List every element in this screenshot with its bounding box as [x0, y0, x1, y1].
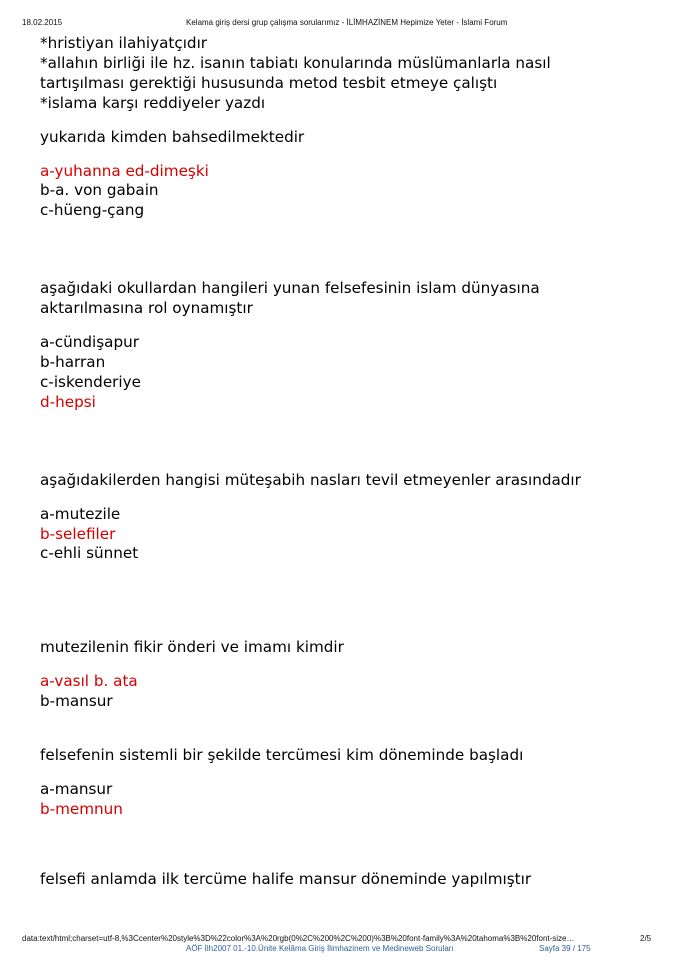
- q3-option-b-correct: b-selefiler: [40, 524, 116, 543]
- q2-option-a: a-cündişapur: [40, 333, 139, 352]
- footer-document-title: AÖF İlh2007 01.-10.Ünite Kelâma Giriş İlimhazinem ve Medineweb Soruları: [186, 944, 454, 953]
- q2-option-d-correct: d-hepsi: [40, 392, 96, 411]
- q1-option-b: b-a. von gabain: [40, 181, 159, 200]
- question-5: felsefenin sistemli bir şekilde tercümesi kim döneminde başladı: [40, 746, 524, 765]
- print-date: 18.02.2015: [22, 18, 63, 27]
- q3-option-a: a-mutezile: [40, 504, 121, 523]
- q4-option-b: b-mansur: [40, 692, 113, 711]
- intro-line: *islama karşı reddiyeler yazdı: [40, 93, 266, 112]
- q5-option-a: a-mansur: [40, 779, 113, 798]
- footer-url: data:text/html;charset=utf-8,%3Ccenter%20style%3D%22color%3A%20rgb(0%2C%200%2C%200)%3B%20font-family%3A%20tahoma%3B%20font-size…: [22, 934, 575, 943]
- intro-line: tartışılması gerektiği hususunda metod tesbit etmeye çalıştı: [40, 73, 498, 92]
- page-title: Kelama giriş dersi grup çalışma sorularımız - İLİMHAZİNEM Hepimize Yeter - İslami Forum: [186, 18, 508, 27]
- q4-option-a-correct: a-vasıl b. ata: [40, 672, 138, 691]
- q2-option-c: c-iskenderiye: [40, 372, 141, 391]
- question-2-line-2: aktarılmasına rol oynamıştır: [40, 299, 253, 318]
- q1-option-a-correct: a-yuhanna ed-dimeşki: [40, 161, 209, 180]
- footer-page-count: 2/5: [640, 934, 652, 943]
- question-6: felsefi anlamda ilk tercüme halife mansur döneminde yapılmıştır: [40, 869, 532, 888]
- question-2-line-1: aşağıdaki okullardan hangileri yunan felsefesinin islam dünyasına: [40, 279, 540, 298]
- footer-page-number: Sayfa 39 / 175: [539, 944, 591, 953]
- question-4: mutezilenin fikir önderi ve imamı kimdir: [40, 638, 344, 657]
- q1-option-c: c-hüeng-çang: [40, 201, 145, 220]
- intro-line: *hristiyan ilahiyatçıdır: [40, 34, 208, 52]
- q3-option-c: c-ehli sünnet: [40, 544, 139, 563]
- q2-option-b: b-harran: [40, 352, 106, 371]
- question-1: yukarıda kimden bahsedilmektedir: [40, 127, 305, 146]
- question-3: aşağıdakilerden hangisi müteşabih nasları tevil etmeyenler arasındadır: [40, 470, 581, 489]
- q5-option-b-correct: b-memnun: [40, 799, 123, 818]
- document-body: [40, 34, 640, 890]
- intro-line: *allahın birliği ile hz. isanın tabiatı konularında müslümanlarla nasıl: [40, 53, 551, 72]
